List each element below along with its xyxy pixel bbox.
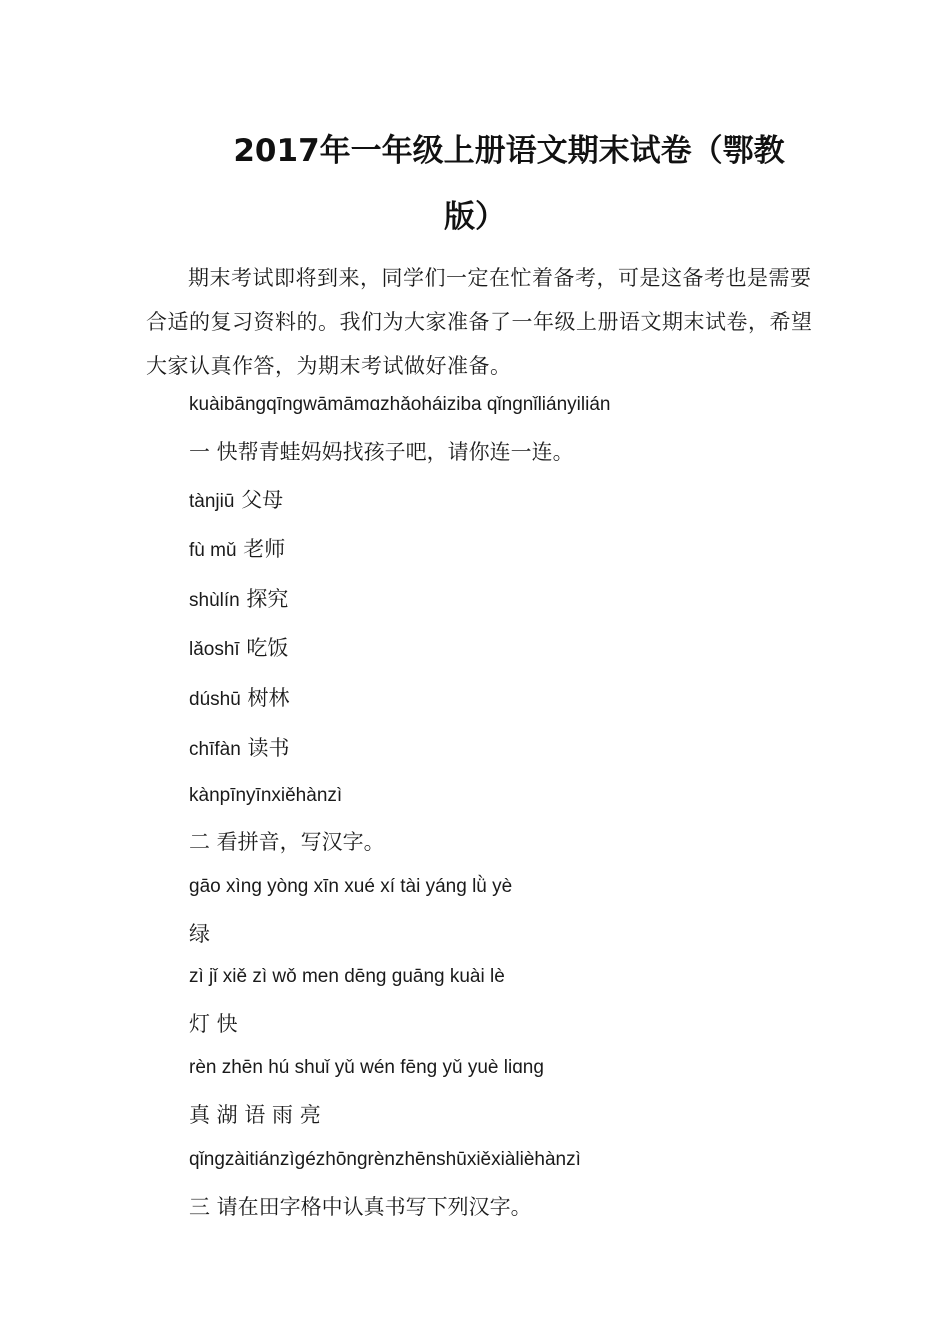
match-item <box>189 634 288 664</box>
match-item <box>189 585 288 615</box>
section2-title: 二 看拼音，写汉字。 <box>189 830 385 854</box>
match-hanzi: 老师 <box>243 537 286 561</box>
section1-pinyin: kuàibāngqīngwāmāmɑzhǎoháiziba qǐngnǐliányilián <box>189 394 611 415</box>
row-hanzi: 真 湖 语 雨 亮 <box>189 1103 321 1127</box>
match-pinyin: tànjiū <box>189 491 235 512</box>
match-hanzi: 吃饭 <box>246 636 289 660</box>
title-line-1: 2017年一年级上册语文期末试卷（鄂教 <box>233 133 785 169</box>
document-title <box>0 118 950 250</box>
match-hanzi: 父母 <box>241 488 284 512</box>
intro-paragraph: 期末考试即将到来，同学们一定在忙着备考，可是这备考也是需要合适的复习资料的。我们为大家准备了一年级上册语文期末试卷，希望大家认真作答，为期末考试做好准备。 <box>146 266 813 378</box>
match-item <box>189 535 285 565</box>
match-hanzi: 树林 <box>247 686 290 710</box>
section1-title: 一 快帮青蛙妈妈找孩子吧，请你连一连。 <box>189 440 574 464</box>
match-item <box>189 684 289 714</box>
row-hanzi: 绿 <box>189 922 210 946</box>
match-item <box>189 486 283 516</box>
section2-pinyin: kànpīnyīnxiěhànzì <box>189 785 343 806</box>
match-pinyin: chīfàn <box>189 739 241 760</box>
row-pinyin: rèn zhēn hú shuǐ yǔ wén fēng yǔ yuè liɑng <box>189 1057 544 1078</box>
match-pinyin: dúshū <box>189 689 241 710</box>
match-hanzi: 探究 <box>246 587 289 611</box>
section3-title: 三 请在田字格中认真书写下列汉字。 <box>189 1195 532 1219</box>
section3-pinyin: qǐngzàitiánzìgézhōngrènzhēnshūxiěxiàlièhànzì <box>189 1149 581 1170</box>
match-pinyin: fù mǔ <box>189 540 237 561</box>
match-pinyin: lǎoshī <box>189 639 240 660</box>
row-hanzi: 灯 快 <box>189 1012 238 1036</box>
match-pinyin: shùlín <box>189 590 240 611</box>
match-hanzi: 读书 <box>247 736 290 760</box>
title-line-2: 版） <box>444 199 506 235</box>
row-pinyin: zì jǐ xiě zì wǒ men dēng guāng kuài lè <box>189 966 505 987</box>
match-item <box>189 734 289 764</box>
row-pinyin: gāo xìng yòng xīn xué xí tài yáng lǜ yè <box>189 876 513 897</box>
